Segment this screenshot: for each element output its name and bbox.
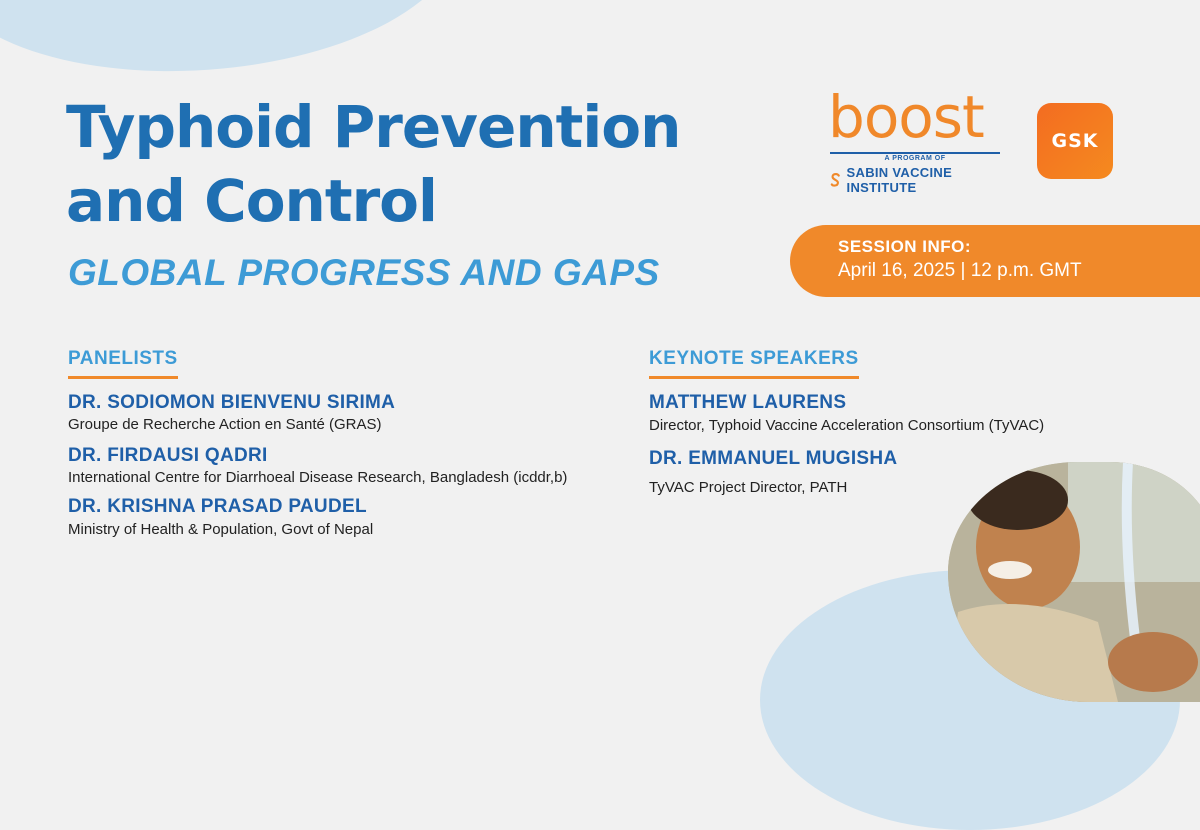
event-title-line-2: and Control	[66, 167, 437, 235]
gsk-logo-text: GSK	[1051, 130, 1099, 152]
event-title	[66, 90, 680, 238]
boost-logo-divider	[830, 152, 1000, 154]
keynote-speaker-affiliation: TyVAC Project Director, PATH	[649, 479, 848, 496]
decorative-blob-top	[0, 0, 468, 88]
session-info-label: SESSION INFO:	[838, 237, 972, 256]
boost-logo	[828, 83, 1002, 195]
gsk-logo	[1037, 103, 1113, 179]
keynote-speakers-heading: KEYNOTE SPEAKERS	[649, 348, 859, 379]
sabin-s-icon	[830, 172, 841, 188]
event-subtitle: GLOBAL PROGRESS AND GAPS	[68, 252, 660, 293]
boost-logo-org	[828, 165, 1004, 195]
panelist-affiliation: Ministry of Health & Population, Govt of Nepal	[68, 521, 374, 538]
boost-logo-wordmark: boost	[828, 83, 984, 151]
event-title-line-1: Typhoid Prevention	[66, 93, 681, 161]
panelist-affiliation: International Centre for Diarrhoeal Disease Research, Bangladesh (icddr,b)	[68, 469, 568, 486]
keynote-speaker-affiliation: Director, Typhoid Vaccine Acceleration Consortium (TyVAC)	[649, 417, 1045, 434]
panelist-name: DR. FIRDAUSI QADRI	[68, 445, 268, 466]
panelist-affiliation: Groupe de Recherche Action en Santé (GRAS)	[68, 416, 382, 433]
boost-logo-tagline: A PROGRAM OF	[884, 155, 946, 162]
panelist-name: DR. KRISHNA PRASAD PAUDEL	[68, 496, 367, 517]
keynote-speaker-name: DR. EMMANUEL MUGISHA	[649, 448, 898, 469]
boost-logo-org-text: SABIN VACCINE INSTITUTE	[846, 165, 953, 195]
session-info-banner	[790, 225, 1200, 297]
keynote-speaker-name: MATTHEW LAURENS	[649, 392, 847, 413]
panelist-name: DR. SODIOMON BIENVENU SIRIMA	[68, 392, 396, 413]
panelists-heading: PANELISTS	[68, 348, 178, 379]
session-datetime: April 16, 2025 | 12 p.m. GMT	[838, 260, 1082, 281]
